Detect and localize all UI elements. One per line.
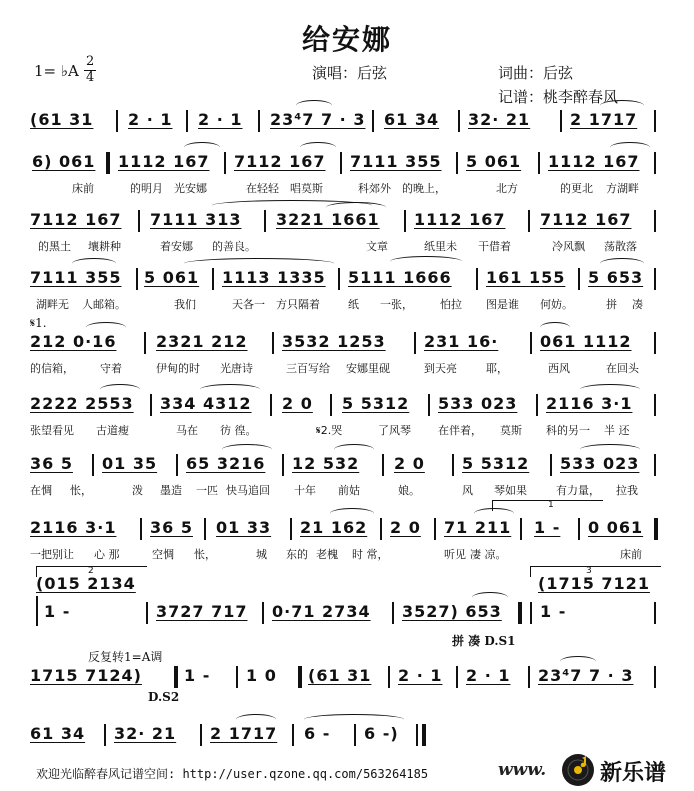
- measure: 61 34: [30, 724, 86, 743]
- barline: [654, 666, 656, 688]
- measure: 7111 313: [150, 210, 242, 229]
- measure: 5 653: [588, 268, 644, 287]
- lyric: 床前: [620, 548, 642, 561]
- measure: 21 162: [300, 518, 368, 537]
- lyric: 一匹: [196, 484, 218, 497]
- barline: [654, 210, 656, 232]
- slur: [390, 256, 462, 267]
- lyric: 怕拉: [440, 298, 462, 311]
- barline: [550, 454, 552, 476]
- slur: [560, 656, 596, 667]
- lyric: 的黑土: [38, 240, 71, 253]
- measure: 061 1112: [540, 332, 632, 351]
- lyric: 干借着: [478, 240, 511, 253]
- lyric: 凄 凉。: [470, 548, 507, 561]
- measure: 01 33: [216, 518, 272, 537]
- slur: [334, 444, 374, 455]
- barline: [654, 152, 656, 174]
- watermark-url: www.: [498, 760, 547, 780]
- notes-line: [0, 722, 694, 748]
- lyric: 风: [462, 484, 473, 497]
- barline: [530, 332, 532, 354]
- measure: 2 · 1: [466, 666, 511, 685]
- barline: [654, 602, 656, 624]
- lyric: 文章: [366, 240, 388, 253]
- measure: 2 · 1: [398, 666, 443, 685]
- lyric: 前姑: [338, 484, 360, 497]
- section-barline: [518, 602, 522, 624]
- measure: 2116 3·1: [546, 394, 633, 413]
- lyric: 着安娜: [160, 240, 193, 253]
- barline: [330, 394, 332, 416]
- measure: 1113 1335: [222, 268, 326, 287]
- slur: [72, 258, 116, 269]
- measure: 7112 167: [234, 152, 326, 171]
- notes-line: [0, 266, 694, 292]
- notes-line: [0, 516, 694, 542]
- measure: 2321 212: [156, 332, 248, 351]
- measure: (61 31: [308, 666, 372, 685]
- barline: [146, 602, 148, 624]
- music-disc-icon: [560, 752, 596, 788]
- barline: [456, 666, 458, 688]
- lyric: 时 常，: [352, 548, 389, 561]
- measure: 0 061: [588, 518, 644, 537]
- measure: (1715 7121: [538, 574, 650, 593]
- lyric: 在伴着，: [438, 424, 482, 437]
- lyric: 一把别让: [30, 548, 74, 561]
- barline: [270, 394, 272, 416]
- lyric: 科的另一: [546, 424, 590, 437]
- slur: [600, 258, 644, 269]
- lyric: 伊甸的时: [156, 362, 200, 375]
- barline: [150, 394, 152, 416]
- barline: [578, 268, 580, 290]
- lyric: 东的: [286, 548, 308, 561]
- lyric: 城: [256, 548, 267, 561]
- slur: [330, 508, 374, 519]
- lyric: 在轻轻: [246, 182, 279, 195]
- lyric: 一张，: [380, 298, 413, 311]
- slur: [300, 142, 336, 153]
- lyric: 人邮箱。: [82, 298, 126, 311]
- barline: [204, 518, 206, 540]
- measure: 7112 167: [30, 210, 122, 229]
- volta-number: 2: [88, 566, 94, 576]
- barline: [92, 454, 94, 476]
- transcriber-credit: 记谱：桃李醉春风: [498, 88, 619, 106]
- barline: [290, 518, 292, 540]
- lyric: 湖畔无: [36, 298, 69, 311]
- barline: [116, 110, 118, 132]
- lyric: 泼: [132, 484, 143, 497]
- lyric: 荡散落: [604, 240, 637, 253]
- measure: 334 4312: [160, 394, 252, 413]
- lyric: 的明月: [130, 182, 163, 195]
- measure: 2 · 1: [128, 110, 173, 129]
- barline: [340, 152, 342, 174]
- lyric: 图是谁: [486, 298, 519, 311]
- barline: [428, 394, 430, 416]
- lyric: 天各一: [232, 298, 265, 311]
- barline: [144, 332, 146, 354]
- barline: [536, 394, 538, 416]
- measure: 1 0: [246, 666, 277, 685]
- barline: [138, 210, 140, 232]
- barline: [354, 724, 356, 746]
- measure: 71 211: [444, 518, 512, 537]
- barline: [176, 454, 178, 476]
- modulation-mark: 反复转1=A调: [88, 650, 163, 664]
- slur: [472, 592, 508, 603]
- barline: [380, 518, 382, 540]
- barline: [528, 210, 530, 232]
- barline: [372, 110, 374, 132]
- lyric: 张望看见: [30, 424, 74, 437]
- barline: [476, 268, 478, 290]
- measure: 231 16·: [424, 332, 499, 351]
- barline: [262, 602, 264, 624]
- barline: [136, 268, 138, 290]
- barline: [560, 110, 562, 132]
- section-barline: [298, 666, 302, 688]
- lyric: 心 那: [94, 548, 120, 561]
- measure: 36 5: [30, 454, 73, 473]
- lyric: 唱莫斯: [290, 182, 323, 195]
- notes-line: [0, 600, 694, 626]
- measure: (015 2134: [36, 574, 136, 593]
- lyric: 娘。: [398, 484, 420, 497]
- measure: 3727 717: [156, 602, 248, 621]
- measure: 12 532: [292, 454, 360, 473]
- notes-line: [0, 392, 694, 418]
- barline: [434, 518, 436, 540]
- notes-line: [0, 664, 694, 690]
- measure: 36 5: [150, 518, 193, 537]
- lyric: 老槐: [316, 548, 338, 561]
- measure: 1112 167: [118, 152, 210, 171]
- repeat-start-barline: [174, 666, 178, 688]
- lyric: 我们: [174, 298, 196, 311]
- measure: 3532 1253: [282, 332, 386, 351]
- site-logo-text: 新乐谱: [600, 761, 667, 786]
- slur: [580, 384, 640, 395]
- measure: 23⁴7 7 · 3: [270, 110, 366, 129]
- ds1-mark: 拼 凑 D.S1: [452, 634, 516, 648]
- lyric: 方只隔着: [276, 298, 320, 311]
- measure: 32· 21: [114, 724, 177, 743]
- lyric: 𝄋2.哭: [316, 424, 343, 437]
- lyric: 古道瘦: [96, 424, 129, 437]
- barline: [452, 454, 454, 476]
- lyric: 听见: [444, 548, 466, 561]
- lyric: 凑: [632, 298, 643, 311]
- measure: 2 1717: [570, 110, 638, 129]
- barline: [654, 454, 656, 476]
- barline: [530, 602, 532, 624]
- barline: [258, 110, 260, 132]
- lyric: 科郊外: [358, 182, 391, 195]
- slur: [326, 202, 386, 213]
- barline: [458, 110, 460, 132]
- lyric: 方湖畔: [606, 182, 639, 195]
- lyric: 的更北: [560, 182, 593, 195]
- lyric: 安娜里砚: [346, 362, 390, 375]
- measure: 161 155: [486, 268, 566, 287]
- measure: 2222 2553: [30, 394, 134, 413]
- measure: 2116 3·1: [30, 518, 117, 537]
- lyric: 在回头: [606, 362, 639, 375]
- slur: [184, 258, 334, 269]
- measure: 533 023: [438, 394, 518, 413]
- lyric: 十年: [294, 484, 316, 497]
- lyric: 了风琴: [378, 424, 411, 437]
- measure: 2 1717: [210, 724, 278, 743]
- barline: [654, 268, 656, 290]
- lyrics-line: [0, 180, 694, 198]
- measure: 5 5312: [462, 454, 530, 473]
- lyrics-line: [0, 482, 694, 500]
- lyric: 在惆: [30, 484, 52, 497]
- measure: 533 023: [560, 454, 640, 473]
- barline: [654, 110, 656, 132]
- barline: [414, 332, 416, 354]
- notes-line: [0, 150, 694, 176]
- time-signature-bottom: 4: [86, 70, 95, 85]
- barline: [654, 394, 656, 416]
- lyric: 三百写给: [286, 362, 330, 375]
- slur: [236, 714, 276, 725]
- lyric: 拉我: [616, 484, 638, 497]
- lyric: 冷风飘: [552, 240, 585, 253]
- slur: [86, 322, 126, 333]
- slur: [610, 142, 650, 153]
- volta-number: 3: [586, 566, 592, 576]
- slur: [184, 142, 220, 153]
- measure: 7112 167: [540, 210, 632, 229]
- measure: 1 -: [184, 666, 211, 685]
- slur: [304, 714, 404, 725]
- barline: [212, 268, 214, 290]
- barline: [186, 110, 188, 132]
- time-signature-top: 2: [86, 54, 95, 69]
- slur: [600, 100, 644, 111]
- lyric: 光安娜: [174, 182, 207, 195]
- repeat-end-barline: [654, 518, 658, 540]
- slur: [222, 444, 272, 455]
- measure: 32· 21: [468, 110, 531, 129]
- measure: 2 · 1: [198, 110, 243, 129]
- measure: 5 5312: [342, 394, 410, 413]
- lyric: 墨造: [160, 484, 182, 497]
- lyric: 纸: [348, 298, 359, 311]
- measure: 5111 1666: [348, 268, 452, 287]
- measure: 2 0: [390, 518, 421, 537]
- barline: [528, 666, 530, 688]
- slur: [200, 384, 260, 395]
- barline: [404, 210, 406, 232]
- slur: [474, 508, 514, 519]
- measure: 01 35: [102, 454, 158, 473]
- lyric: 何妨。: [540, 298, 573, 311]
- lyric: 彷 徨。: [220, 424, 257, 437]
- barline: [200, 724, 202, 746]
- barline: [654, 332, 656, 354]
- barline: [382, 454, 384, 476]
- slur: [580, 444, 640, 455]
- barline: [282, 454, 284, 476]
- barline: [272, 332, 274, 354]
- measure: 6) 061: [32, 152, 96, 171]
- measure: 65 3216: [186, 454, 266, 473]
- slur: [100, 384, 140, 395]
- lyric: 有力量，: [556, 484, 600, 497]
- measure: 2 0: [282, 394, 313, 413]
- lyrics-line: [0, 546, 694, 564]
- notes-line: [0, 452, 694, 478]
- notes-line: [0, 330, 694, 356]
- lyric: 的善良。: [212, 240, 256, 253]
- lyric: 耶，: [486, 362, 508, 375]
- measure: 6 -: [304, 724, 331, 743]
- lyric: 莫斯: [500, 424, 522, 437]
- lyric: 床前: [72, 182, 94, 195]
- barline: [292, 724, 294, 746]
- measure: 1 -: [534, 518, 561, 537]
- measure: 5 061: [144, 268, 200, 287]
- singer-credit: 演唱：后弦: [312, 64, 388, 82]
- lyric: 拼: [606, 298, 617, 311]
- measure: 6 -): [364, 724, 399, 743]
- measure: 1715 7124): [30, 666, 142, 685]
- lyric: 壤耕种: [88, 240, 121, 253]
- lyric: 琴如果: [494, 484, 527, 497]
- barline: [520, 518, 522, 540]
- lyric: 的信箱，: [30, 362, 74, 375]
- measure: 212 0·16: [30, 332, 117, 351]
- final-barline: [422, 724, 426, 746]
- barline: [338, 268, 340, 290]
- composer-credit: 词曲：后弦: [498, 64, 574, 82]
- lyric: 的晚上，: [402, 182, 446, 195]
- measure: 0·71 2734: [272, 602, 371, 621]
- footer-visit-text: 欢迎光临醉春风记谱空间: http://user.qzone.qq.com/563264185: [36, 767, 429, 781]
- lyric: 到天亮: [424, 362, 457, 375]
- lyric: 怅，: [70, 484, 92, 497]
- notes-line: [0, 108, 694, 134]
- barline: [104, 724, 106, 746]
- measure: 23⁴7 7 · 3: [538, 666, 634, 685]
- barline: [416, 724, 418, 746]
- slur: [540, 322, 570, 333]
- lyrics-line: [0, 296, 694, 314]
- ds2-mark: D.S2: [148, 690, 180, 704]
- measure: 3221 1661: [276, 210, 380, 229]
- lyric: 光唐诗: [220, 362, 253, 375]
- measure: 7111 355: [30, 268, 122, 287]
- lyric: 北方: [496, 182, 518, 195]
- lyric: 空惆: [152, 548, 174, 561]
- measure: (61 31: [30, 110, 94, 129]
- barline: [392, 602, 394, 624]
- lyrics-line: [0, 422, 694, 440]
- measure: 7111 355: [350, 152, 442, 171]
- lyric: 马在: [176, 424, 198, 437]
- lyrics-line: [0, 360, 694, 378]
- lyric: 纸里未: [424, 240, 457, 253]
- measure: 1112 167: [414, 210, 506, 229]
- repeat-start-barline: [106, 152, 110, 174]
- lyrics-line: [0, 238, 694, 256]
- barline: [538, 152, 540, 174]
- notes-line: [0, 572, 694, 598]
- lyric: 守着: [100, 362, 122, 375]
- measure: 1 -: [44, 602, 71, 621]
- lyric: 怅，: [194, 548, 216, 561]
- volta-number: 1: [548, 500, 554, 510]
- song-title: 给安娜: [301, 23, 392, 56]
- measure: 1 -: [540, 602, 567, 621]
- measure: 1112 167: [548, 152, 640, 171]
- barline: [456, 152, 458, 174]
- lyric: 半 还: [604, 424, 630, 437]
- barline: [236, 666, 238, 688]
- lyric: 快马追回: [226, 484, 270, 497]
- slur: [296, 100, 332, 111]
- barline: [140, 518, 142, 540]
- barline: [578, 518, 580, 540]
- barline: [388, 666, 390, 688]
- segno-mark: 𝄋1.: [30, 316, 47, 330]
- key-signature: 1= ♭A: [34, 62, 79, 80]
- barline: [36, 596, 38, 626]
- barline: [264, 210, 266, 232]
- measure: 2 0: [394, 454, 425, 473]
- measure: 3527) 653: [402, 602, 502, 621]
- measure: 5 061: [466, 152, 522, 171]
- measure: 61 34: [384, 110, 440, 129]
- lyric: 西风: [548, 362, 570, 375]
- barline: [224, 152, 226, 174]
